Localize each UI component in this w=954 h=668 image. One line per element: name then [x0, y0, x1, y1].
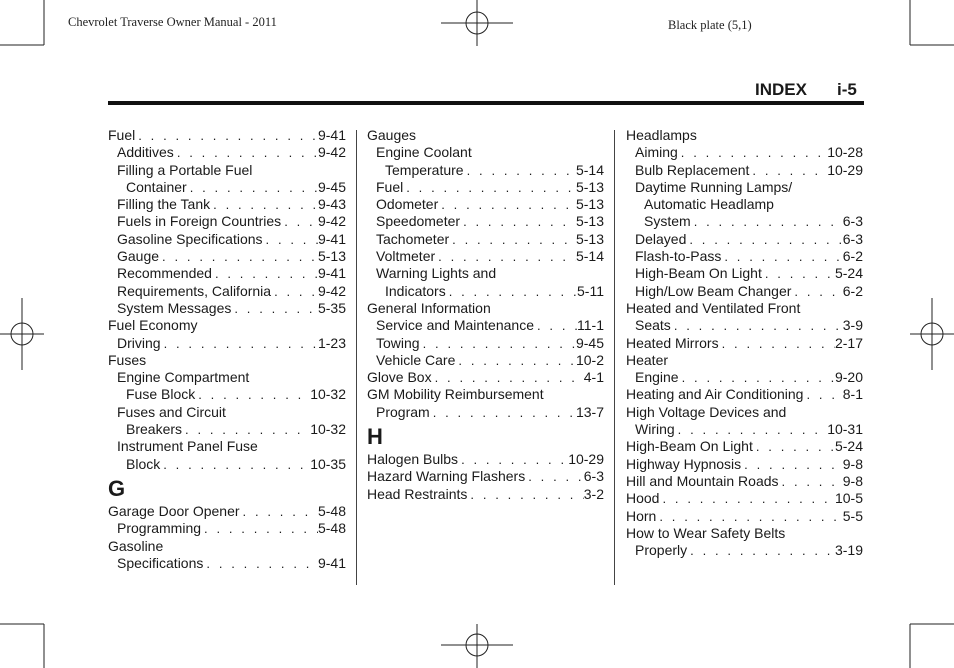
page-reference: 5-13 [575, 196, 604, 213]
index-heading [108, 317, 346, 334]
dot-leader [659, 490, 835, 507]
index-entry [108, 503, 346, 520]
dot-leader [231, 300, 318, 317]
dot-leader [430, 404, 576, 421]
index-heading [367, 386, 604, 403]
entry-term: General Information [367, 299, 491, 316]
entry-term: Automatic Headlamp [644, 196, 774, 213]
page-reference: 8-1 [842, 386, 863, 403]
dot-leader [749, 162, 827, 179]
dot-leader [203, 555, 318, 572]
page-reference: 9-8 [842, 472, 863, 489]
entry-term: Fuses [108, 351, 147, 368]
page-reference: 5-35 [317, 299, 346, 316]
index-heading [108, 438, 346, 455]
dot-leader [719, 335, 835, 352]
dot-leader [449, 231, 576, 248]
dot-leader [656, 508, 842, 525]
index-entry [626, 231, 863, 248]
entry-term: Temperature [385, 161, 464, 178]
dot-leader [420, 335, 576, 352]
dot-leader [791, 283, 842, 300]
entry-term: Daytime Running Lamps/ [635, 178, 793, 195]
page-reference: 6-3 [583, 468, 604, 485]
entry-term: Heater [626, 351, 669, 368]
dot-leader [201, 520, 318, 537]
index-entry [367, 335, 604, 352]
dot-leader [741, 456, 843, 473]
index-entry [626, 421, 863, 438]
entry-term: Requirements, California [117, 282, 272, 299]
index-entry [367, 196, 604, 213]
index-entry [626, 283, 863, 300]
index-entry [108, 179, 346, 196]
index-entry [367, 369, 604, 386]
index-heading [367, 144, 604, 161]
page-reference: 3-2 [583, 485, 604, 502]
index-heading [108, 352, 346, 369]
entry-term: Tachometer [376, 230, 450, 247]
dot-leader [671, 317, 843, 334]
entry-term: Odometer [376, 196, 439, 213]
index-entry [108, 386, 346, 403]
entry-term: Recommended [117, 265, 212, 282]
page-reference: 13-7 [575, 403, 604, 420]
entry-term: Instrument Panel Fuse [117, 438, 258, 455]
index-entry [626, 335, 863, 352]
index-entry [108, 520, 346, 537]
entry-term: Towing [376, 334, 420, 351]
index-heading [367, 265, 604, 282]
page-reference: 9-43 [317, 196, 346, 213]
index-heading [626, 300, 863, 317]
page-reference: 11-1 [577, 317, 604, 334]
index-entry [367, 468, 604, 485]
dot-leader [687, 542, 835, 559]
index-entry [626, 369, 863, 386]
entry-term: Gauges [367, 127, 417, 143]
index-heading [626, 179, 863, 196]
column-divider-2 [614, 130, 615, 585]
entry-term: Indicators [385, 282, 446, 299]
index-entry [108, 144, 346, 161]
page-reference: 5-13 [575, 213, 604, 230]
index-heading [108, 538, 346, 555]
entry-term: Fuel Economy [108, 317, 198, 334]
dot-leader [403, 179, 576, 196]
entry-term: Container [126, 178, 187, 195]
entry-term: Engine Coolant [376, 144, 472, 161]
index-entry [367, 352, 604, 369]
entry-term: Headlamps [626, 127, 697, 143]
index-entry [367, 283, 604, 300]
page-reference: 2-17 [834, 334, 863, 351]
index-entry [108, 127, 346, 144]
dot-leader [675, 421, 828, 438]
entry-term: Speedometer [376, 213, 461, 230]
index-heading [626, 404, 863, 421]
page-number: i-5 [836, 80, 857, 99]
entry-term: Gasoline Specifications [117, 230, 263, 247]
page-reference: 6-2 [842, 248, 863, 265]
page-reference: 5-48 [317, 502, 346, 519]
dot-leader [534, 317, 577, 334]
page-reference: 5-14 [575, 248, 604, 265]
entry-term: Warning Lights and [376, 265, 497, 282]
index-column-1 [108, 127, 346, 572]
index-heading [108, 162, 346, 179]
page-reference: 10-32 [310, 386, 346, 403]
index-column-3 [626, 127, 863, 559]
page-reference: 10-29 [568, 451, 604, 468]
index-entry [367, 231, 604, 248]
entry-term: Block [126, 455, 161, 472]
entry-term: Hill and Mountain Roads [626, 472, 779, 489]
registration-mark-left [0, 298, 44, 370]
page-reference: 10-5 [834, 490, 863, 507]
page-reference: 9-41 [317, 554, 346, 571]
entry-term: Head Restraints [367, 485, 468, 502]
dot-leader [212, 265, 318, 282]
entry-term: High-Beam On Light [635, 265, 762, 282]
entry-term: Heated Mirrors [626, 334, 719, 351]
page-reference: 9-42 [317, 144, 346, 161]
index-label: INDEX [755, 80, 807, 99]
page-reference: 5-24 [834, 265, 863, 282]
index-entry [626, 542, 863, 559]
dot-leader [432, 369, 584, 386]
entry-term: Halogen Bulbs [367, 451, 459, 468]
dot-leader [210, 196, 318, 213]
dot-leader [721, 248, 842, 265]
dot-leader [182, 421, 310, 438]
page-reference: 10-29 [827, 161, 863, 178]
entry-term: System Messages [117, 299, 232, 316]
entry-term: Glove Box [367, 369, 432, 386]
entry-term: Flash-to-Pass [635, 248, 722, 265]
dot-leader [446, 283, 577, 300]
entry-term: Breakers [126, 421, 183, 438]
entry-term: Vehicle Care [376, 351, 456, 368]
entry-term: Garage Door Opener [108, 502, 240, 519]
index-entry [367, 162, 604, 179]
index-entry [626, 248, 863, 265]
dot-leader [161, 335, 318, 352]
index-entry [626, 386, 863, 403]
entry-term: Gauge [117, 248, 160, 265]
index-entry [108, 335, 346, 352]
page-reference: 5-11 [577, 282, 604, 299]
dot-leader [762, 265, 835, 282]
index-entry [626, 144, 863, 161]
index-entry [108, 196, 346, 213]
dot-leader [195, 386, 310, 403]
index-entry [367, 248, 604, 265]
index-entry [367, 213, 604, 230]
index-entry [626, 473, 863, 490]
entry-term: Properly [635, 542, 688, 559]
entry-term: Bulb Replacement [635, 161, 750, 178]
index-entry [626, 438, 863, 455]
index-entry [367, 451, 604, 468]
plate-label-header: Black plate (5,1) [668, 18, 752, 32]
entry-term: Seats [635, 317, 671, 334]
page-reference: 5-14 [575, 161, 604, 178]
registration-mark-right [910, 298, 954, 370]
registration-mark-top [441, 0, 513, 46]
index-entry [108, 456, 346, 473]
registration-mark-bottom [441, 624, 513, 668]
entry-term: Fuel [108, 127, 136, 143]
entry-term: Driving [117, 334, 161, 351]
page-reference: 10-28 [827, 144, 863, 161]
index-heading [108, 369, 346, 386]
page-reference: 9-8 [842, 455, 863, 472]
page-reference: 5-5 [842, 507, 863, 524]
index-entry [626, 162, 863, 179]
entry-term: Heated and Ventilated Front [626, 299, 801, 316]
entry-term: Programming [117, 520, 202, 537]
title-rule [108, 101, 864, 105]
dot-leader [779, 473, 843, 490]
entry-term: Fuses and Circuit [117, 403, 226, 420]
entry-term: High-Beam On Light [626, 438, 753, 455]
entry-term: Heating and Air Conditioning [626, 386, 804, 403]
entry-term: Highway Hypnosis [626, 455, 742, 472]
page-reference: 9-41 [317, 230, 346, 247]
entry-term: Specifications [117, 554, 204, 571]
index-entry [626, 456, 863, 473]
page-reference: 6-3 [842, 230, 863, 247]
dot-leader [753, 438, 835, 455]
dot-leader [187, 179, 318, 196]
page-reference: 10-31 [827, 421, 863, 438]
index-heading [367, 300, 604, 317]
entry-term: Fuels in Foreign Countries [117, 213, 282, 230]
index-entry [108, 265, 346, 282]
entry-term: High/Low Beam Changer [635, 282, 792, 299]
page-reference: 5-13 [575, 178, 604, 195]
index-heading [626, 525, 863, 542]
page-reference: 5-48 [317, 520, 346, 537]
dot-leader [281, 213, 318, 230]
entry-term: Aiming [635, 144, 678, 161]
dot-leader [159, 248, 318, 265]
dot-leader [803, 386, 842, 403]
page-reference: 9-41 [317, 265, 346, 282]
index-heading [108, 404, 346, 421]
index-entry [108, 555, 346, 572]
dot-leader [271, 283, 318, 300]
entry-term: Fuel [376, 178, 404, 195]
page-reference: 3-19 [834, 542, 863, 559]
letter-heading: H [367, 424, 383, 450]
entry-term: Filling a Portable Fuel [117, 161, 253, 178]
index-entry [626, 213, 863, 230]
page-reference: 10-2 [575, 351, 604, 368]
index-entry [108, 283, 346, 300]
index-entry [108, 213, 346, 230]
entry-term: Wiring [635, 421, 675, 438]
index-entry [626, 317, 863, 334]
index-entry [108, 248, 346, 265]
entry-term: Hood [626, 490, 660, 507]
index-entry [367, 179, 604, 196]
entry-term: Service and Maintenance [376, 317, 534, 334]
entry-term: System [644, 213, 691, 230]
page-reference: 4-1 [583, 369, 604, 386]
dot-leader [686, 231, 842, 248]
dot-leader [455, 352, 576, 369]
dot-leader [691, 213, 843, 230]
page-reference: 1-23 [317, 334, 346, 351]
index-entry [367, 317, 604, 334]
manual-title-header: Chevrolet Traverse Owner Manual - 2011 [68, 15, 277, 29]
index-heading [626, 127, 863, 144]
page-reference: 3-9 [842, 317, 863, 334]
index-entry [367, 404, 604, 421]
page-reference: 10-35 [310, 455, 346, 472]
letter-heading: G [108, 475, 126, 501]
page-reference: 6-3 [842, 213, 863, 230]
entry-term: Engine [635, 369, 679, 386]
page-reference: 10-32 [310, 421, 346, 438]
page-reference: 9-42 [317, 282, 346, 299]
entry-term: Horn [626, 507, 657, 524]
entry-term: Filling the Tank [117, 196, 211, 213]
page-reference: 5-13 [575, 230, 604, 247]
dot-leader [160, 456, 310, 473]
dot-leader [467, 486, 583, 503]
index-entry [367, 486, 604, 503]
entry-term: Hazard Warning Flashers [367, 468, 526, 485]
entry-term: Additives [117, 144, 174, 161]
index-entry [626, 265, 863, 282]
page-reference: 9-45 [575, 334, 604, 351]
dot-leader [435, 248, 576, 265]
dot-leader [263, 231, 318, 248]
index-entry [626, 490, 863, 507]
index-entry [108, 300, 346, 317]
column-divider-1 [356, 130, 357, 585]
page-reference: 6-2 [842, 282, 863, 299]
dot-leader [678, 144, 827, 161]
entry-term: High Voltage Devices and [626, 403, 787, 420]
page-reference: 9-20 [834, 369, 863, 386]
dot-leader [174, 144, 318, 161]
index-column-2 [367, 127, 604, 503]
page-reference: 9-42 [317, 213, 346, 230]
entry-term: Delayed [635, 230, 687, 247]
index-heading [367, 127, 604, 144]
page-reference: 5-24 [834, 438, 863, 455]
entry-term: How to Wear Safety Belts [626, 524, 786, 541]
entry-term: Program [376, 403, 430, 420]
entry-term: Engine Compartment [117, 369, 250, 386]
page-title [755, 80, 857, 100]
index-heading [626, 196, 863, 213]
dot-leader [240, 503, 318, 520]
dot-leader [464, 162, 576, 179]
page-reference: 9-41 [317, 127, 346, 143]
dot-leader [679, 369, 835, 386]
entry-term: GM Mobility Reimbursement [367, 386, 544, 403]
dot-leader [458, 451, 568, 468]
entry-term: Voltmeter [376, 248, 436, 265]
page-reference: 5-13 [317, 248, 346, 265]
dot-leader [460, 213, 576, 230]
dot-leader [438, 196, 576, 213]
index-entry [108, 421, 346, 438]
index-heading [626, 352, 863, 369]
index-entry [626, 508, 863, 525]
dot-leader [525, 468, 584, 485]
index-entry [108, 231, 346, 248]
page-reference: 9-45 [317, 178, 346, 195]
dot-leader [135, 127, 318, 144]
entry-term: Gasoline [108, 537, 164, 554]
entry-term: Fuse Block [126, 386, 196, 403]
